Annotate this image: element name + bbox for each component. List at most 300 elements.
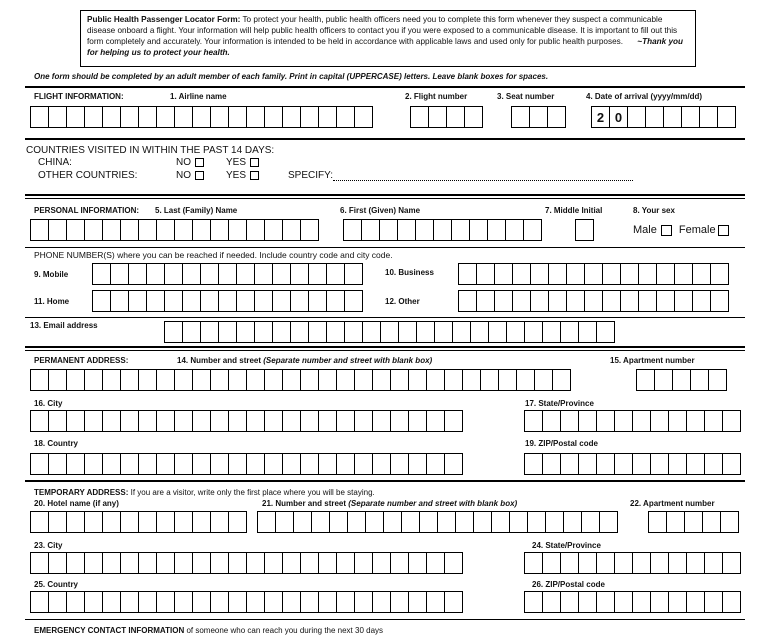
char-box[interactable] [236,263,255,285]
char-box[interactable] [620,263,639,285]
char-box[interactable] [48,552,67,574]
char-box[interactable] [48,219,67,241]
char-box[interactable] [92,263,111,285]
char-box[interactable] [210,219,229,241]
char-box[interactable] [311,511,330,533]
other-no-option[interactable] [176,170,204,181]
char-box[interactable] [110,290,129,312]
char-box[interactable] [228,219,247,241]
char-box[interactable] [451,219,470,241]
char-box[interactable] [293,511,312,533]
char-box[interactable] [663,106,682,128]
char-box[interactable] [164,290,183,312]
char-box[interactable] [192,511,211,533]
char-box[interactable] [473,511,492,533]
char-box[interactable] [458,263,477,285]
char-box[interactable] [156,106,175,128]
china-yes-option[interactable] [226,157,259,168]
char-box[interactable] [84,106,103,128]
char-box[interactable] [578,591,597,613]
char-box[interactable] [476,290,495,312]
char-box[interactable] [246,219,265,241]
char-box[interactable] [264,369,283,391]
char-box[interactable] [524,552,543,574]
char-box[interactable] [210,511,229,533]
char-box[interactable] [246,453,265,475]
char-box[interactable] [120,511,139,533]
char-box[interactable] [491,511,510,533]
char-box[interactable] [84,453,103,475]
char-box[interactable] [444,552,463,574]
char-box[interactable] [48,453,67,475]
char-box[interactable] [66,369,85,391]
char-box[interactable] [264,219,283,241]
char-box[interactable] [548,263,567,285]
char-box[interactable] [228,410,247,432]
char-box[interactable] [656,263,675,285]
char-box[interactable] [174,453,193,475]
char-box[interactable] [210,453,229,475]
char-box[interactable] [257,511,276,533]
char-box[interactable] [84,410,103,432]
char-box[interactable] [210,591,229,613]
char-box[interactable] [469,219,488,241]
char-box[interactable] [596,321,615,343]
female-checkbox[interactable] [718,225,729,236]
char-box[interactable] [156,552,175,574]
char-box[interactable] [529,106,548,128]
business-field[interactable] [458,263,728,285]
char-box[interactable] [102,591,121,613]
char-box[interactable] [645,106,664,128]
char-box[interactable] [681,106,700,128]
char-box[interactable] [174,106,193,128]
char-box[interactable] [110,263,129,285]
char-box[interactable] [704,410,723,432]
char-box[interactable] [390,591,409,613]
char-box[interactable] [282,552,301,574]
char-box[interactable] [704,591,723,613]
char-box[interactable] [361,219,380,241]
char-box[interactable] [290,263,309,285]
char-box[interactable] [30,369,49,391]
char-box[interactable] [524,453,543,475]
char-box[interactable] [228,591,247,613]
char-box[interactable] [120,410,139,432]
char-box[interactable] [419,511,438,533]
char-box[interactable] [437,511,456,533]
char-box[interactable] [128,263,147,285]
char-box[interactable] [614,410,633,432]
char-box[interactable] [524,410,543,432]
temporary-city-field[interactable] [30,552,462,574]
char-box[interactable] [254,290,273,312]
char-box[interactable] [372,453,391,475]
char-box[interactable] [512,290,531,312]
char-box[interactable] [614,552,633,574]
char-box[interactable] [192,410,211,432]
char-box[interactable] [174,511,193,533]
char-box[interactable]: 2 [591,106,610,128]
char-box[interactable] [300,552,319,574]
char-box[interactable] [120,552,139,574]
other-phone-field[interactable] [458,290,728,312]
arrival-date-field[interactable] [591,106,735,128]
char-box[interactable] [455,511,474,533]
char-box[interactable] [527,511,546,533]
char-box[interactable] [182,263,201,285]
char-box[interactable] [92,290,111,312]
char-box[interactable] [30,453,49,475]
char-box[interactable] [290,290,309,312]
char-box[interactable] [686,410,705,432]
char-box[interactable] [246,410,265,432]
char-box[interactable] [362,321,381,343]
char-box[interactable] [720,511,739,533]
char-box[interactable] [602,263,621,285]
char-box[interactable] [228,552,247,574]
temporary-apt-field[interactable] [648,511,738,533]
char-box[interactable] [488,321,507,343]
char-box[interactable] [722,410,741,432]
char-box[interactable] [560,591,579,613]
char-box[interactable] [326,321,345,343]
char-box[interactable] [596,552,615,574]
char-box[interactable] [336,453,355,475]
char-box[interactable] [464,106,483,128]
char-box[interactable] [66,106,85,128]
char-box[interactable] [708,369,727,391]
char-box[interactable] [426,552,445,574]
char-box[interactable] [264,106,283,128]
char-box[interactable] [66,552,85,574]
char-box[interactable] [648,511,667,533]
char-box[interactable] [138,219,157,241]
char-box[interactable] [102,511,121,533]
char-box[interactable] [290,321,309,343]
char-box[interactable] [336,369,355,391]
char-box[interactable] [344,321,363,343]
char-box[interactable] [264,552,283,574]
char-box[interactable] [354,453,373,475]
char-box[interactable] [318,106,337,128]
char-box[interactable] [434,321,453,343]
char-box[interactable] [379,219,398,241]
last-name-field[interactable] [30,219,318,241]
char-box[interactable] [560,321,579,343]
char-box[interactable] [120,453,139,475]
email-field[interactable] [164,321,614,343]
char-box[interactable] [30,552,49,574]
char-box[interactable] [347,511,366,533]
char-box[interactable] [692,290,711,312]
flight-number-field[interactable] [410,106,482,128]
char-box[interactable] [614,453,633,475]
char-box[interactable] [578,453,597,475]
char-box[interactable] [66,591,85,613]
char-box[interactable] [236,290,255,312]
char-box[interactable] [66,410,85,432]
char-box[interactable] [282,219,301,241]
char-box[interactable] [102,552,121,574]
char-box[interactable] [300,453,319,475]
char-box[interactable] [344,290,363,312]
char-box[interactable] [164,321,183,343]
char-box[interactable] [210,552,229,574]
char-box[interactable] [343,219,362,241]
char-box[interactable] [542,453,561,475]
char-box[interactable] [336,552,355,574]
hotel-name-field[interactable] [30,511,246,533]
char-box[interactable] [523,219,542,241]
char-box[interactable] [354,106,373,128]
char-box[interactable] [200,321,219,343]
char-box[interactable] [596,453,615,475]
char-box[interactable] [547,106,566,128]
char-box[interactable] [686,591,705,613]
char-box[interactable] [476,263,495,285]
char-box[interactable] [164,263,183,285]
char-box[interactable] [354,410,373,432]
char-box[interactable] [272,321,291,343]
char-box[interactable] [415,219,434,241]
char-box[interactable] [318,552,337,574]
char-box[interactable] [174,410,193,432]
char-box[interactable] [372,369,391,391]
char-box[interactable] [318,453,337,475]
char-box[interactable] [354,369,373,391]
char-box[interactable] [545,511,564,533]
char-box[interactable] [674,290,693,312]
char-box[interactable] [102,219,121,241]
char-box[interactable] [717,106,736,128]
airline-name-field[interactable] [30,106,372,128]
char-box[interactable] [300,219,319,241]
char-box[interactable] [560,410,579,432]
char-box[interactable] [614,591,633,613]
char-box[interactable] [326,290,345,312]
char-box[interactable] [372,591,391,613]
char-box[interactable] [282,369,301,391]
char-box[interactable] [666,511,685,533]
char-box[interactable] [156,410,175,432]
char-box[interactable] [156,511,175,533]
char-box[interactable] [650,410,669,432]
char-box[interactable] [200,263,219,285]
char-box[interactable] [336,591,355,613]
char-box[interactable] [156,591,175,613]
char-box[interactable] [426,410,445,432]
char-box[interactable] [272,290,291,312]
char-box[interactable] [650,453,669,475]
char-box[interactable] [668,453,687,475]
first-name-field[interactable] [343,219,541,241]
char-box[interactable] [408,552,427,574]
char-box[interactable] [722,591,741,613]
char-box[interactable] [300,106,319,128]
char-box[interactable] [30,410,49,432]
char-box[interactable] [444,453,463,475]
char-box[interactable] [699,106,718,128]
char-box[interactable] [581,511,600,533]
char-box[interactable] [218,263,237,285]
char-box[interactable] [66,219,85,241]
char-box[interactable] [452,321,471,343]
char-box[interactable] [228,453,247,475]
char-box[interactable] [329,511,348,533]
permanent-zip-field[interactable] [524,453,740,475]
char-box[interactable] [138,106,157,128]
char-box[interactable] [408,591,427,613]
char-box[interactable] [410,106,429,128]
char-box[interactable] [174,552,193,574]
char-box[interactable] [192,369,211,391]
char-box[interactable] [428,106,447,128]
char-box[interactable] [246,369,265,391]
char-box[interactable] [308,290,327,312]
char-box[interactable] [534,369,553,391]
home-field[interactable] [92,290,362,312]
char-box[interactable] [102,369,121,391]
char-box[interactable] [462,369,481,391]
char-box[interactable] [228,511,247,533]
char-box[interactable] [578,552,597,574]
char-box[interactable] [494,290,513,312]
char-box[interactable] [102,410,121,432]
char-box[interactable] [446,106,465,128]
char-box[interactable] [674,263,693,285]
char-box[interactable] [210,106,229,128]
char-box[interactable] [138,369,157,391]
char-box[interactable] [650,552,669,574]
char-box[interactable] [692,263,711,285]
char-box[interactable] [542,321,561,343]
char-box[interactable] [494,263,513,285]
char-box[interactable] [282,453,301,475]
char-box[interactable] [505,219,524,241]
temporary-zip-field[interactable] [524,591,740,613]
char-box[interactable] [575,219,594,241]
char-box[interactable] [275,511,294,533]
char-box[interactable] [138,511,157,533]
permanent-state-field[interactable] [524,410,740,432]
char-box[interactable] [690,369,709,391]
char-box[interactable] [138,410,157,432]
char-box[interactable] [638,290,657,312]
other-no-checkbox[interactable] [195,171,204,180]
char-box[interactable] [650,591,669,613]
char-box[interactable] [548,290,567,312]
char-box[interactable] [318,410,337,432]
other-yes-option[interactable] [226,170,259,181]
char-box[interactable] [120,106,139,128]
char-box[interactable] [509,511,528,533]
char-box[interactable] [182,321,201,343]
char-box[interactable] [102,453,121,475]
char-box[interactable] [156,219,175,241]
char-box[interactable] [578,321,597,343]
char-box[interactable] [672,369,691,391]
char-box[interactable] [210,410,229,432]
char-box[interactable] [254,263,273,285]
char-box[interactable] [654,369,673,391]
char-box[interactable] [722,453,741,475]
char-box[interactable] [282,106,301,128]
char-box[interactable]: 0 [609,106,628,128]
char-box[interactable] [282,410,301,432]
char-box[interactable] [511,106,530,128]
char-box[interactable] [390,453,409,475]
char-box[interactable] [684,511,703,533]
china-no-option[interactable] [176,157,204,168]
char-box[interactable] [84,511,103,533]
char-box[interactable] [48,410,67,432]
char-box[interactable] [383,511,402,533]
char-box[interactable] [584,263,603,285]
char-box[interactable] [512,263,531,285]
char-box[interactable] [401,511,420,533]
char-box[interactable] [372,410,391,432]
char-box[interactable] [318,591,337,613]
char-box[interactable] [458,290,477,312]
char-box[interactable] [210,369,229,391]
char-box[interactable] [372,552,391,574]
char-box[interactable] [444,369,463,391]
char-box[interactable] [48,369,67,391]
char-box[interactable] [578,410,597,432]
char-box[interactable] [264,591,283,613]
char-box[interactable] [390,369,409,391]
temporary-country-field[interactable] [30,591,462,613]
char-box[interactable] [365,511,384,533]
char-box[interactable] [236,321,255,343]
char-box[interactable] [84,219,103,241]
seat-number-field[interactable] [511,106,565,128]
char-box[interactable] [30,511,49,533]
char-box[interactable] [620,290,639,312]
male-checkbox[interactable] [661,225,672,236]
char-box[interactable] [390,410,409,432]
char-box[interactable] [584,290,603,312]
char-box[interactable] [470,321,489,343]
char-box[interactable] [426,369,445,391]
char-box[interactable] [66,511,85,533]
char-box[interactable] [627,106,646,128]
char-box[interactable] [426,453,445,475]
char-box[interactable] [30,591,49,613]
char-box[interactable] [426,591,445,613]
char-box[interactable] [192,219,211,241]
char-box[interactable] [326,263,345,285]
char-box[interactable] [138,552,157,574]
char-box[interactable] [200,290,219,312]
char-box[interactable] [300,591,319,613]
char-box[interactable] [318,369,337,391]
char-box[interactable] [560,453,579,475]
char-box[interactable] [30,106,49,128]
char-box[interactable] [566,290,585,312]
char-box[interactable] [192,552,211,574]
char-box[interactable] [542,552,561,574]
char-box[interactable] [444,410,463,432]
char-box[interactable] [128,290,147,312]
char-box[interactable] [174,219,193,241]
char-box[interactable] [174,369,193,391]
china-yes-checkbox[interactable] [250,158,259,167]
char-box[interactable] [192,453,211,475]
middle-initial-field[interactable] [575,219,593,241]
char-box[interactable] [506,321,525,343]
